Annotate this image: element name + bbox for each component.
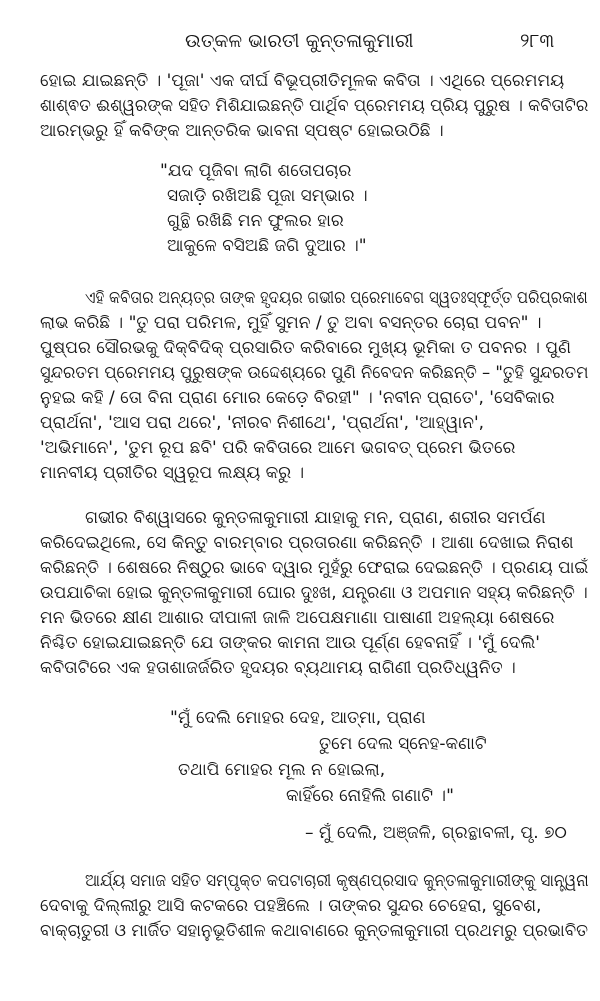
- verse-2-line-1: "ମୁଁ ଦେଲି ମୋହର ଦେହ, ଆତ୍ମା, ପ୍ରାଣ: [170, 708, 426, 728]
- verse-2-line-2: ତୁମେ ଦେଲ ସ୍ନେହ-କଣାଟି: [319, 734, 487, 754]
- paragraph-2-line-2: ଲାଭ କରିଛି । "ତୁ ପରା ପରିମଳ, ମୁହିଁ ସୁମନ / ତୁ ଅବା ବସନ୍ତର ଚୋରା ପବନ" ।: [40, 313, 542, 333]
- verse-1-line-3: ଗୁନ୍ଥି ରଖିଛି ମନ ଫୁଲର ହାର: [167, 211, 344, 231]
- paragraph-2-line-7: 'ଅଭିମାନେ', 'ତୁମ ରୂପ ଛବି' ପରି କବିତାରେ ଆମେ ଭଗବତ୍ ପ୍ରେମ ଭିତରେ: [40, 438, 516, 458]
- paragraph-1-line-2: ଶାଶ୍ଵତ ଈଶ୍ୱରଙ୍କ ସହିତ ମିଶିଯାଇଛନ୍ତି ପାର୍ଥିବ ପ୍ରେମମୟ ପ୍ରିୟ ପୁରୁଷ । କବିତାଟିର: [40, 96, 589, 116]
- verse-2-line-3: ତଥାପି ମୋହର ମୂଲ ନ ହୋଇଲା,: [178, 760, 386, 780]
- paragraph-2-line-1: ଏହି କବିତାର ଅନ୍ୟତ୍ର ତାଙ୍କ ହୃଦୟର ଗଭୀର ପ୍ରେମାବେଗ ସ୍ୱତଃସ୍ଫୂର୍ତ୍ତ ପରିପ୍ରକାଶ: [85, 288, 588, 308]
- paragraph-2-line-8: ମାନବୀୟ ପ୍ରୀତିର ସ୍ୱରୂପ ଲକ୍ଷ୍ୟ କରୁ ।: [40, 463, 305, 483]
- page-number: ୨୮୩: [520, 30, 555, 52]
- verse-2-citation: – ମୁଁ ଦେଲି, ଅଞ୍ଜଳି, ଗ୍ରନ୍ଥାବଳୀ, ପୃ. ୭୦: [305, 823, 567, 843]
- paragraph-2-line-6: ପ୍ରାର୍ଥନା', 'ଆସ ପରା ଥରେ', 'ନୀରବ ନିଶୀଥେ', 'ପ୍ରାର୍ଥନା', 'ଆହ୍ୱାନ',: [40, 413, 485, 433]
- paragraph-3-line-5: ମନ ଭିତରେ କ୍ଷୀଣ ଆଶାର ଦୀପାଳୀ ଜାଳି ଅପେକ୍ଷମାଣା ପାଷାଣୀ ଅହଲ୍ୟା ଶେଷରେ: [40, 608, 555, 628]
- paragraph-4-line-1: ଆର୍ଯ୍ୟ ସମାଜ ସହିତ ସମ୍ପୃକ୍ତ କପଟାଚାରୀ କୃଷ୍ଣପ୍ରସାଦ କୁନ୍ତଳାକୁମାରୀଙ୍କୁ ସାନ୍ତ୍ୱନା: [85, 871, 589, 891]
- paragraph-2-line-4: ସୁନ୍ଦରତମ ପ୍ରେମମୟ ପୁରୁଷଙ୍କ ଉଦ୍ଦେଶ୍ୟରେ ପୁଣି ନିବେଦନ କରିଛନ୍ତି – "ତୁହି ସୁନ୍ଦରତମ: [40, 363, 589, 383]
- verse-1-line-4: ଆକୁଳେ ବସିଅଛି ଜଗି ଦୁଆର ।": [167, 236, 367, 256]
- verse-2-line-4: କାହିଁରେ ନୋହିଲି ଗଣାଟି ।": [286, 786, 454, 806]
- paragraph-2-line-3: ପୁଷ୍ପର ସୌରଭକୁ ଦିକ୍‌ବିଦିକ୍ ପ୍ରସାରିତ କରିବାରେ ମୁଖ୍ୟ ଭୂମିକା ତ ପବନର । ପୁଣି: [40, 338, 571, 358]
- paragraph-3-line-3: କରିଛନ୍ତି । ଶେଷରେ ନିଷ୍ଠୁର ଭାବେ ଦ୍ୱାର ମୁହଁରୁ ଫେରାଇ ଦେଇଛନ୍ତି । ପ୍ରଣୟ ପାଇଁ: [40, 558, 589, 578]
- paragraph-3-line-4: ଉପଯାଚିକା ହୋଇ କୁନ୍ତଳାକୁମାରୀ ଘୋର ଦୁଃଖ, ଯନ୍ତ୍ରଣା ଓ ଅପମାନ ସହ୍ୟ କରିଛନ୍ତି ।: [40, 583, 588, 603]
- paragraph-1-line-1: ହୋଇ ଯାଇଛନ୍ତି । 'ପୂଜା' ଏକ ଦୀର୍ଘ ବିଭୂପ୍ରୀତିମୂଳକ କବିତା । ଏଥିରେ ପ୍ରେମମୟ: [40, 71, 565, 91]
- paragraph-3-line-2: କରିଦେଇଥିଲେ, ସେ କିନ୍ତୁ ବାରମ୍ବାର ପ୍ରତାରଣା କରିଛନ୍ତି । ଆଶା ଦେଖାଇ ନିରାଶ: [40, 533, 574, 553]
- paragraph-2-line-5: ନୁହଇ କହି / ତୋ ବିନା ପ୍ରାଣ ମୋର କେଡ଼େ ବିରହୀ" । 'ନବୀନ ପ୍ରାତେ', 'ସେବିକାର: [40, 388, 555, 408]
- paragraph-4-line-3: ବାକ୍‌ଚାତୁରୀ ଓ ମାର୍ଜିତ ସହାନୁଭୂତିଶୀଳ କଥାବାଣରେ କୁନ୍ତଳାକୁମାରୀ ପ୍ରଥମରୁ ପ୍ରଭାବିତ: [40, 921, 589, 941]
- paragraph-1-line-3: ଆରମ୍ଭରୁ ହିଁ କବିଙ୍କ ଆନ୍ତରିକ ଭାବନା ସ୍ପଷ୍ଟ ହୋଇଉଠିଛି ।: [40, 121, 444, 141]
- paragraph-3-line-6: ନିଶ୍ଚିତ ହୋଇଯାଇଛନ୍ତି ଯେ ତାଙ୍କର କାମନା ଆଉ ପୂର୍ଣ୍ଣ ହେବନାହିଁ । 'ମୁଁ ଦେଲି': [40, 633, 540, 653]
- paragraph-3-line-7: କବିତାଟିରେ ଏକ ହତାଶାଜର୍ଜରିତ ହୃଦୟର ବ୍ୟଥାମୟ ରାଗିଣୀ ପ୍ରତିଧ୍ୱନିତ ।: [40, 658, 516, 678]
- paragraph-4-line-2: ଦେବାକୁ ଦିଲ୍ଲୀରୁ ଆସି କଟକରେ ପହଞ୍ଚିଲେ । ତାଙ୍କର ସୁନ୍ଦର ଚେହେରା, ସୁବେଶ,: [40, 896, 542, 916]
- verse-1-line-2: ସଜାଡ଼ି ରଖିଅଛି ପୂଜା ସମ୍ଭାର ।: [167, 186, 368, 206]
- verse-1-line-1: "ଯଦ ପୂଜିବା ଲାଗି ଶତୋପଚାର: [160, 161, 352, 181]
- running-header-title: ଉତ୍କଳ ଭାରତୀ କୁନ୍ତଳାକୁମାରୀ: [185, 30, 414, 52]
- paragraph-3-line-1: ଗଭୀର ବିଶ୍ୱାସରେ କୁନ୍ତଳାକୁମାରୀ ଯାହାକୁ ମନ, ପ୍ରାଣ, ଶରୀର ସମର୍ପଣ: [85, 508, 546, 528]
